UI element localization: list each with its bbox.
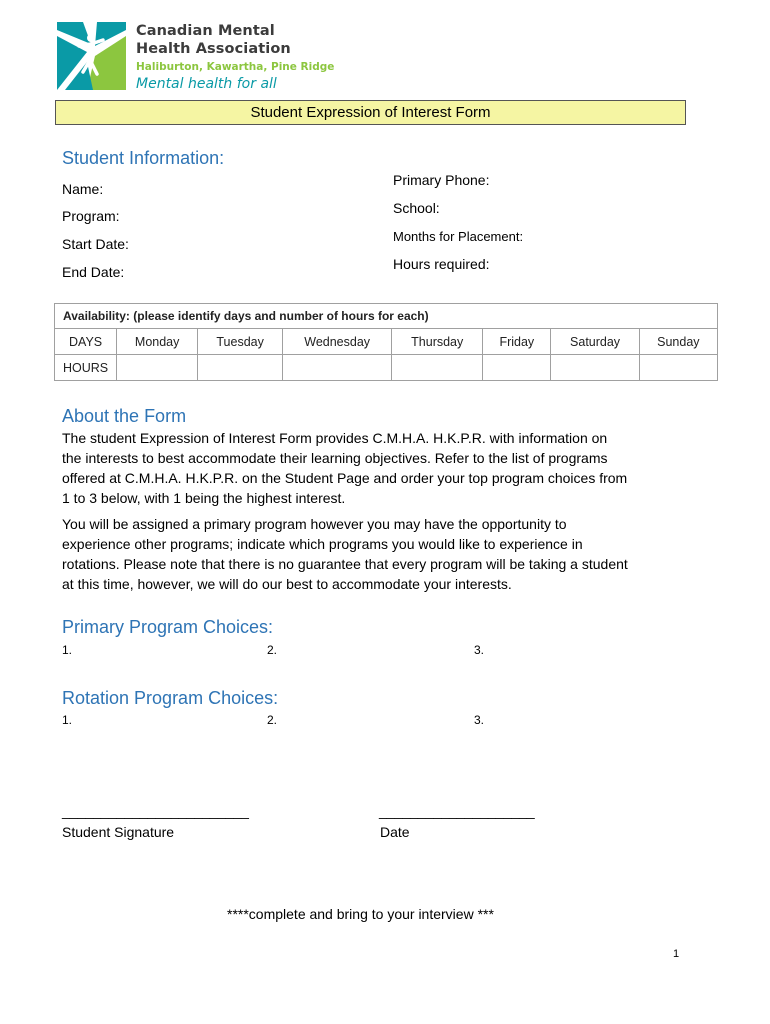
about-p1-line: the interests to best accommodate their learning objectives. Refer to the list of programs xyxy=(62,450,608,466)
program-label: Program: xyxy=(62,208,120,224)
rotation-choice-2: 2. xyxy=(267,713,278,727)
about-heading: About the Form xyxy=(62,406,187,426)
day-saturday: Saturday xyxy=(551,329,639,355)
hours-sunday-cell[interactable] xyxy=(639,355,717,381)
day-thursday: Thursday xyxy=(392,329,483,355)
day-wednesday: Wednesday xyxy=(283,329,392,355)
cmha-logo-mark xyxy=(57,22,126,90)
name-label: Name: xyxy=(62,181,104,197)
availability-header: Availability: (please identify days and number of hours for each) xyxy=(55,304,718,329)
primary-phone-label: Primary Phone: xyxy=(393,172,490,188)
hours-required-label: Hours required: xyxy=(393,256,490,272)
day-sunday: Sunday xyxy=(639,329,717,355)
days-row xyxy=(55,329,718,355)
day-monday: Monday xyxy=(117,329,198,355)
about-p2-line: at this time, however, we will do our best to accommodate your interests. xyxy=(62,576,512,592)
page-number: 1 xyxy=(673,948,680,960)
availability-table xyxy=(54,303,718,381)
about-paragraph-1 xyxy=(62,428,702,508)
rotation-choices-heading: Rotation Program Choices: xyxy=(62,688,279,708)
date-line[interactable]: ____________________ xyxy=(379,803,535,819)
hours-saturday-cell[interactable] xyxy=(551,355,639,381)
hours-row xyxy=(55,355,718,381)
about-p1-line: offered at C.M.H.A. H.K.P.R. on the Student Page and order your top program choices from xyxy=(62,470,628,486)
day-tuesday: Tuesday xyxy=(198,329,283,355)
about-paragraph-2 xyxy=(62,514,702,594)
start-date-label: Start Date: xyxy=(62,236,129,252)
date-label: Date xyxy=(380,824,410,840)
primary-choice-1: 1. xyxy=(62,643,73,657)
student-signature-label: Student Signature xyxy=(62,824,175,840)
footer-note: ****complete and bring to your interview *** xyxy=(227,906,494,922)
org-region: Haliburton, Kawartha, Pine Ridge xyxy=(136,61,335,73)
org-name-line1: Canadian Mental xyxy=(136,23,275,39)
hours-wednesday-cell[interactable] xyxy=(283,355,392,381)
primary-choice-2: 2. xyxy=(267,643,278,657)
days-label: DAYS xyxy=(55,329,117,355)
rotation-choice-1: 1. xyxy=(62,713,73,727)
org-name-line2: Health Association xyxy=(136,41,291,57)
hours-label: HOURS xyxy=(55,355,117,381)
about-p2-line: You will be assigned a primary program however you may have the opportunity to xyxy=(62,516,567,532)
about-p1-line: The student Expression of Interest Form provides C.M.H.A. H.K.P.R. with information on xyxy=(62,430,608,446)
form-title: Student Expression of Interest Form xyxy=(55,100,686,125)
hours-friday-cell[interactable] xyxy=(483,355,551,381)
org-tagline: Mental health for all xyxy=(136,76,277,92)
end-date-label: End Date: xyxy=(62,264,125,280)
student-info-heading: Student Information: xyxy=(62,148,225,168)
hours-thursday-cell[interactable] xyxy=(392,355,483,381)
primary-choices-heading: Primary Program Choices: xyxy=(62,617,274,637)
hours-tuesday-cell[interactable] xyxy=(198,355,283,381)
day-friday: Friday xyxy=(483,329,551,355)
months-placement-label: Months for Placement: xyxy=(393,229,524,244)
about-p2-line: experience other programs; indicate which programs you would like to experience in xyxy=(62,536,583,552)
primary-choice-3: 3. xyxy=(474,643,485,657)
about-p1-line: 1 to 3 below, with 1 being the highest interest. xyxy=(62,490,346,506)
about-p2-line: rotations. Please note that there is no guarantee that every program will be taking a student xyxy=(62,556,628,572)
school-label: School: xyxy=(393,200,440,216)
rotation-choice-3: 3. xyxy=(474,713,485,727)
hours-monday-cell[interactable] xyxy=(117,355,198,381)
signature-line[interactable]: ________________________ xyxy=(62,803,249,819)
